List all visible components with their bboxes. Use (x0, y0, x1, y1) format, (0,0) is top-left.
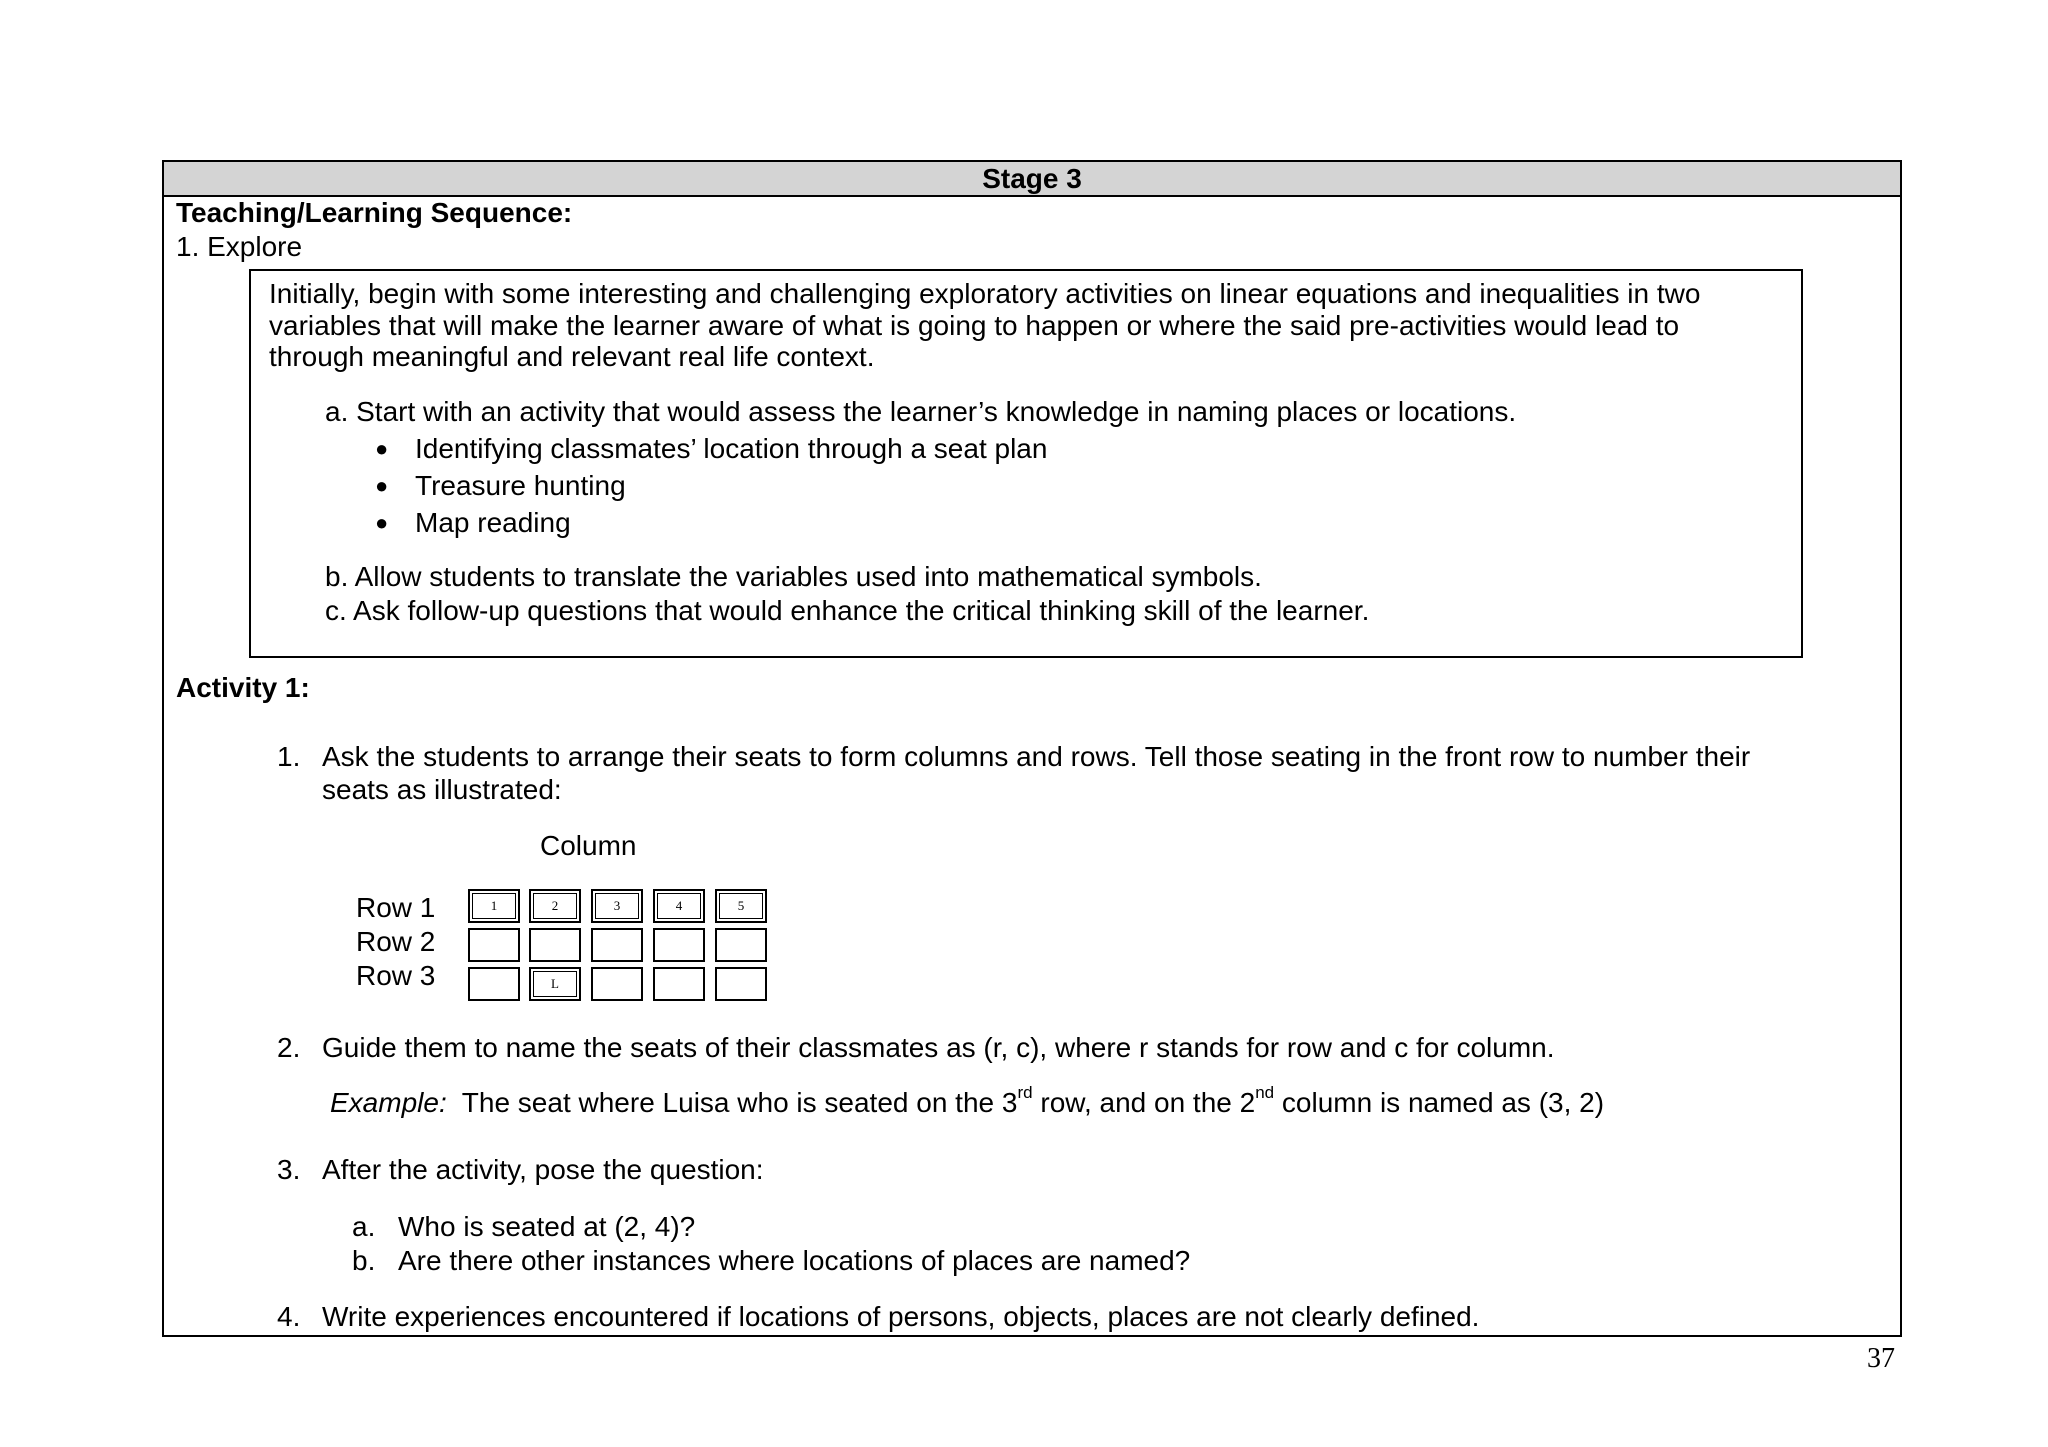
row-label-2: Row 2 (356, 926, 436, 957)
step-3-text: After the activity, pose the question: (322, 1154, 764, 1185)
example-label: Example: (330, 1087, 447, 1118)
step-4-number: 4. (277, 1301, 301, 1332)
seat-r2-c1 (468, 928, 520, 962)
example-text-3: column is named as (3, 2) (1274, 1087, 1605, 1118)
step-2-number: 2. (277, 1032, 301, 1063)
bullet-dot: ● (375, 510, 389, 535)
example-text-2: row, and on the 2 (1032, 1087, 1256, 1118)
step-1-number: 1. (277, 741, 301, 772)
stage-table (162, 160, 1902, 1337)
example-sup-rd: rd (1017, 1083, 1033, 1102)
explore-box (249, 269, 1803, 658)
example-sup-nd: nd (1255, 1083, 1275, 1102)
example-text-1: The seat where Luisa who is seated on the 3 (461, 1087, 1018, 1118)
sequence-heading: Teaching/Learning Sequence: (176, 197, 573, 228)
row-label-1: Row 1 (356, 892, 436, 923)
seat-r3-c5 (715, 967, 767, 1001)
seat-r3-c3 (591, 967, 643, 1001)
item-b: b. Allow students to translate the variables used into mathematical symbols. (325, 561, 1262, 592)
seat-r1-c2: 2 (529, 889, 581, 923)
step-2-text: Guide them to name the seats of their classmates as (r, c), where r stands for row and c for column. (322, 1032, 1555, 1063)
seat-r1-c5: 5 (715, 889, 767, 923)
column-label: Column (540, 830, 637, 861)
question-a: Who is seated at (2, 4)? (398, 1211, 696, 1242)
seat-r3-c1 (468, 967, 520, 1001)
seat-r3-c2: L (529, 967, 581, 1001)
step-3-number: 3. (277, 1154, 301, 1185)
bullet-seat-plan: Identifying classmates’ location through a seat plan (415, 433, 1048, 464)
seat-r1-c4: 4 (653, 889, 705, 923)
intro-line-2: variables that will make the learner aware of what is going to happen or where the said pre-activities would lead to (269, 310, 1680, 341)
seat-r3-c4 (653, 967, 705, 1001)
bullet-treasure-hunting: Treasure hunting (415, 470, 626, 501)
step-4-text: Write experiences encountered if locations of persons, objects, places are not clearly defined. (322, 1301, 1480, 1332)
seat-r2-c4 (653, 928, 705, 962)
intro-line-1: Initially, begin with some interesting and challenging exploratory activities on linear equations and inequalities in two (269, 278, 1701, 309)
seat-r1-c3: 3 (591, 889, 643, 923)
bullet-map-reading: Map reading (415, 507, 571, 538)
explore-label: 1. Explore (176, 231, 303, 262)
seat-r2-c2 (529, 928, 581, 962)
step-1-line-2: seats as illustrated: (322, 774, 562, 805)
item-a: a. Start with an activity that would assess the learner’s knowledge in naming places or locations. (325, 396, 1517, 427)
row-label-3: Row 3 (356, 960, 436, 991)
bullet-dot: ● (375, 473, 389, 498)
question-b: Are there other instances where locations of places are named? (398, 1245, 1191, 1276)
page-number: 37 (1867, 1343, 1895, 1374)
question-a-marker: a. (352, 1211, 376, 1242)
seat-r1-c1: 1 (468, 889, 520, 923)
seat-r2-c3 (591, 928, 643, 962)
question-b-marker: b. (352, 1245, 376, 1276)
seat-r2-c5 (715, 928, 767, 962)
bullet-dot: ● (375, 436, 389, 461)
example-line (330, 1083, 1605, 1120)
intro-line-3: through meaningful and relevant real life context. (269, 341, 875, 372)
stage-title: Stage 3 (164, 162, 1900, 197)
item-c: c. Ask follow-up questions that would enhance the critical thinking skill of the learner. (325, 595, 1370, 626)
step-1-line-1: Ask the students to arrange their seats to form columns and rows. Tell those seating in the front row to number their (322, 741, 1751, 772)
activity-heading: Activity 1: (176, 672, 310, 703)
